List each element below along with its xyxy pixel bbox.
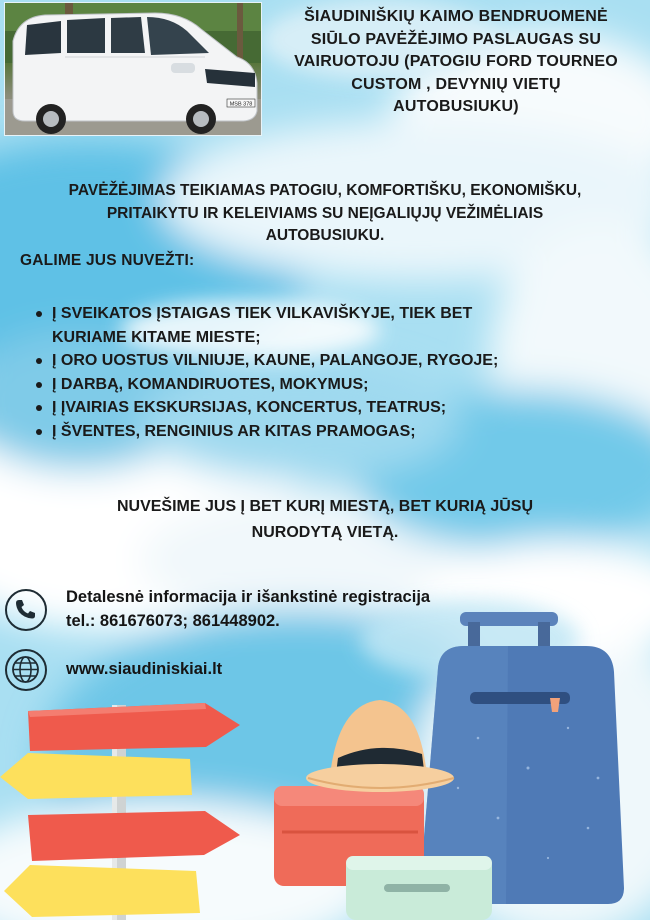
website-link[interactable]: www.siaudiniskiai.lt — [66, 660, 223, 678]
list-item — [36, 349, 636, 373]
list-item — [36, 420, 636, 444]
signpost-illustration — [0, 695, 260, 920]
headline-line: AUTOBUSIUKU) — [393, 98, 519, 115]
description-line: PAVĖŽĖJIMAS TEIKIAMAS PATOGIU, KOMFORTIŠKU, EKONOMIŠKU, — [68, 182, 582, 199]
list-item-line: KURIAME KITAME MIESTE; — [52, 328, 261, 346]
minibus-photo — [4, 2, 262, 136]
list-item-line: Į DARBĄ, KOMANDIRUOTES, MOKYMUS; — [52, 375, 369, 393]
phone-numbers[interactable]: tel.: 861676073; 861448902. — [66, 612, 280, 630]
contact-info-label: Detalesnė informacija ir išankstinė registracija — [66, 588, 431, 606]
closing-line: NUVEŠIME JUS Į BET KURĮ MIESTĄ, BET KURIĄ JŪSŲ — [116, 498, 534, 515]
description-line: PRITAIKYTU IR KELEIVIAMS SU NEĮGALIŲJŲ VEŽIMĖLIAIS — [106, 204, 544, 222]
headline — [266, 6, 646, 119]
destinations-heading: GALIME JUS NUVEŽTI: — [20, 252, 195, 269]
list-item — [36, 396, 636, 420]
destinations-list — [36, 302, 636, 443]
list-item-line: Į SVEIKATOS ĮSTAIGAS TIEK VILKAVIŠKYJE, TIEK BET — [52, 305, 473, 322]
list-item — [36, 302, 636, 349]
headline-line: VAIRUOTOJU (PATOGIU FORD TOURNEO — [294, 53, 618, 70]
minibus-illustration — [5, 3, 261, 135]
closing-line: NURODYTĄ VIETĄ. — [251, 524, 399, 541]
description-line: AUTOBUSIUKU. — [265, 227, 385, 244]
headline-line: SIŪLO PAVĖŽĖJIMO PASLAUGAS SU — [310, 30, 602, 48]
headline-line: ŠIAUDINIŠKIŲ KAIMO BENDRUOMENĖ — [304, 8, 608, 25]
contact-info — [66, 585, 430, 633]
list-item-line: Į ĮVAIRIAS EKSKURSIJAS, KONCERTUS, TEATRUS; — [52, 399, 447, 416]
closing-statement — [60, 494, 590, 546]
globe-icon — [5, 649, 47, 691]
headline-line: CUSTOM , DEVYNIŲ VIETŲ — [351, 75, 561, 93]
list-item — [36, 373, 636, 397]
service-description — [10, 180, 640, 248]
luggage-illustration — [268, 608, 650, 920]
list-item-line: Į ŠVENTES, RENGINIUS AR KITAS PRAMOGAS; — [52, 422, 416, 440]
license-plate: MSB 378 — [229, 101, 253, 108]
list-item-line: Į ORO UOSTUS VILNIUJE, KAUNE, PALANGOJE, RYGOJE; — [52, 352, 499, 369]
phone-icon — [5, 589, 47, 631]
